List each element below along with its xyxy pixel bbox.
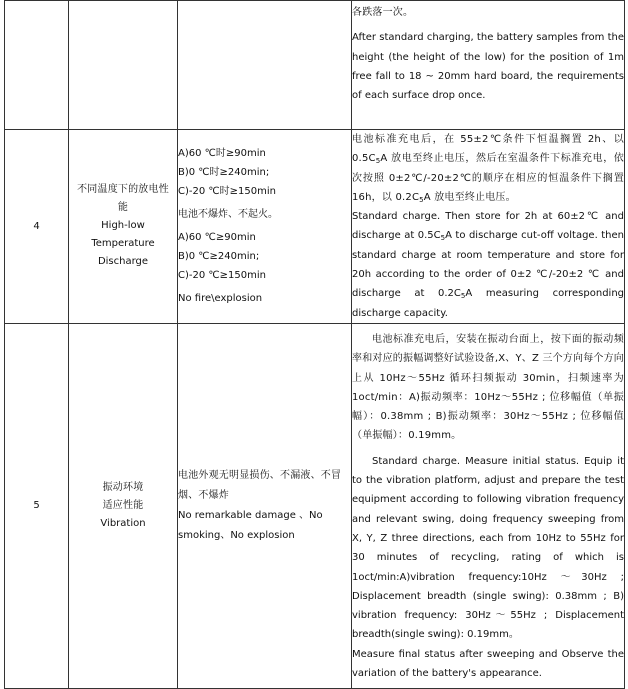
item-name-zh: 适应性能 xyxy=(102,499,144,511)
test-method-cell xyxy=(352,1,625,130)
test-method-cell xyxy=(352,323,625,688)
requirement-line: C)-20 ℃时≥150min xyxy=(178,186,276,198)
test-method-zh: 电池标准充电后，在 55±2℃条件下恒温搁置 2h、以 $0.5C_5A$ 放电至终止电压，然后在室温条件下标准充电，依次按照 0±2℃/-20±2℃的顺序在相应的恒温条件下搁置 16h，以 $0.2C_5A$ 放电至终止电压。 xyxy=(352,134,624,204)
requirement-line: B)0 ℃≥240min; xyxy=(178,251,260,263)
requirement-line: A)60 ℃≥90min xyxy=(178,232,256,244)
requirement-line: No fire\explosion xyxy=(178,293,263,305)
item-name-zh: 不同温度下的放电性能 xyxy=(77,184,169,214)
requirement-en: No remarkable damage 、No smoking、No explosion xyxy=(178,509,323,541)
item-number: 4 xyxy=(5,130,69,324)
spec-table xyxy=(4,0,625,689)
test-method-en: Standard charge. Then store for 2h at 60±2℃ and discharge at $0.5C_5A$ to discharge cut-off voltage. then standard charge at room temperature and store for 20h according to the order of 0±2 ℃/-20±2 ℃ and discharge at $0.2C_5A$ measuring corresponding discharge capacity. xyxy=(352,211,625,319)
table-row xyxy=(5,323,625,688)
number-cell xyxy=(5,1,69,130)
item-cell xyxy=(69,1,178,130)
requirement-cell xyxy=(178,130,352,324)
test-method-en: Standard charge. Measure initial status. Equip it to the vibration platform, adjust and prepare the test equipment according to following vibration frequency and relevant swing, doing frequency sweeping from X, Y, Z three directions, each from 10Hz to 55Hz for 30 minutes of recycling, rating of which is 1oct/min:A)vibration frequency:10Hz ～30Hz ; Displacement breadth (single swing): 0.38mm ; B) vibration frequency: 30Hz～55Hz ; Displacement breadth(single swing): 0.19mm。 xyxy=(352,455,624,641)
requirement-cell xyxy=(178,323,352,688)
requirement-line: A)60 ℃时≥90min xyxy=(178,148,266,160)
item-number: 5 xyxy=(5,323,69,688)
item-name-zh: 振动环境 xyxy=(102,481,144,493)
requirement-zh: 电池外观无明显损伤、不漏液、不冒烟、不爆炸 xyxy=(178,469,342,501)
test-method-en: After standard charging, the battery samples from the height (the height of the low) for the position of 1m free fall to 18 ~ 20mm hard board, the requirements of each surface drop once. xyxy=(352,32,624,102)
table-row xyxy=(5,1,625,130)
item-name-cell xyxy=(69,323,178,688)
table-row xyxy=(5,130,625,324)
requirement-line: B)0 ℃时≥240min; xyxy=(178,167,270,179)
test-method-cell xyxy=(352,130,625,324)
item-name-en: High-low Temperature Discharge xyxy=(91,220,155,268)
test-method-en-final: Measure final status after sweeping and Observe the variation of the battery's appearance. xyxy=(352,648,624,680)
test-method-zh: 电池标准充电后，安装在振动台面上，按下面的振动频率和对应的振幅调整好试验设备,X、Y、Z 三个方向每个方向上从 10Hz～55Hz 循环扫频振动 30min，扫频速率为 1oct/min：A)振动频率：10Hz～55Hz ; 位移幅值（单振幅）：0.38mm ; B)振动频率：30Hz～55Hz ; 位移幅值（单振幅）：0.19mm。 xyxy=(352,333,624,442)
requirement-line: C)-20 ℃≥150min xyxy=(178,270,266,282)
requirement-line: 电池不爆炸、不起火。 xyxy=(178,209,278,221)
test-method-zh: 各跌落一次。 xyxy=(352,7,414,18)
item-name-en: Vibration xyxy=(100,517,146,529)
requirement-cell xyxy=(178,1,352,130)
item-name-cell xyxy=(69,130,178,324)
